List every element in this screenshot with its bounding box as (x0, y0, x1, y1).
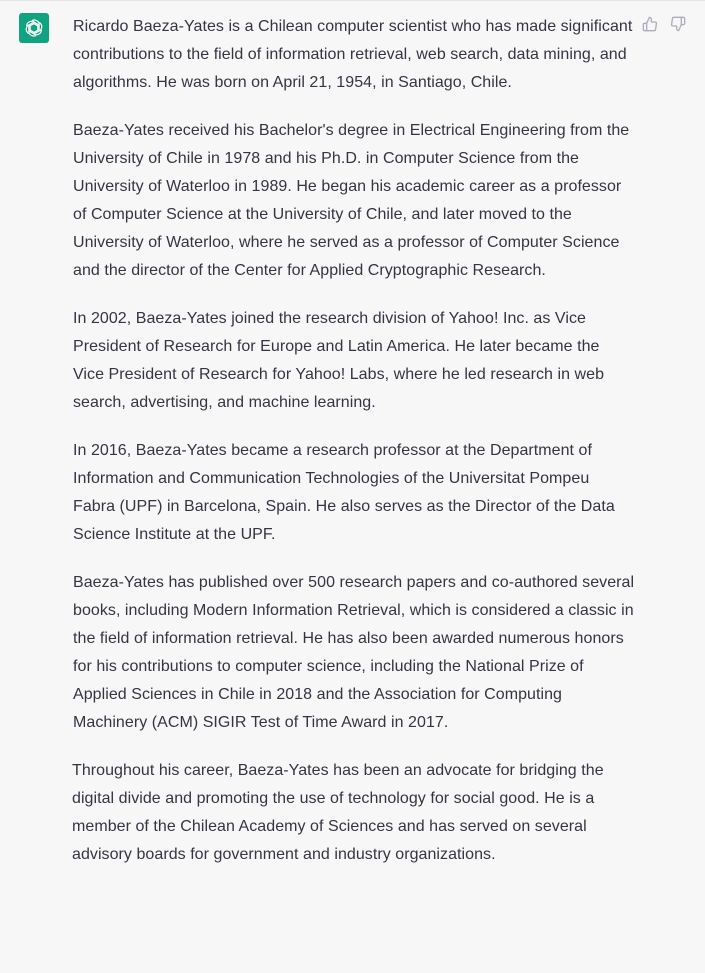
message-paragraph: Throughout his career, Baeza-Yates has been an advocate for bridging the digital divide and promoting the use of technology for social good. He is a member of the Chilean Academy of Sciences and has served on several advisory boards for government and industry organizations. (72, 762, 604, 863)
assistant-avatar (19, 13, 49, 43)
message-content (73, 13, 635, 889)
thumbs-down-icon (670, 16, 686, 32)
openai-logo-icon (23, 17, 45, 39)
feedback-buttons (641, 15, 687, 33)
thumbs-up-icon (642, 16, 658, 32)
message-paragraph: Baeza-Yates has published over 500 research papers and co-authored several books, including Modern Information Retrieval, which is considered a classic in the field of information retrieval. He has also been awarded numerous honors for his contributions to computer science, including the National Prize of Applied Sciences in Chile in 2018 and the Association for Computing Machinery (ACM) SIGIR Test of Time Award in 2017. (73, 574, 635, 731)
message-paragraph: Baeza-Yates received his Bachelor's degree in Electrical Engineering from the University of Chile in 1978 and his Ph.D. in Computer Science from the University of Waterloo in 1989. He began his academic career as a professor of Computer Science at the University of Chile, and later moved to the University of Waterloo, where he served as a professor of Computer Science and the director of the Center for Applied Cryptographic Research. (73, 122, 630, 279)
thumbs-up-button[interactable] (641, 15, 659, 33)
message-paragraph: In 2002, Baeza-Yates joined the research division of Yahoo! Inc. as Vice President of Research for Europe and Latin America. He later became the Vice President of Research for Yahoo! Labs, where he led research in web search, advertising, and machine learning. (73, 310, 605, 411)
message-paragraph: In 2016, Baeza-Yates became a research professor at the Department of Information and Communication Technologies of the Universitat Pompeu Fabra (UPF) in Barcelona, Spain. He also serves as the Director of the Data Science Institute at the UPF. (73, 442, 615, 543)
message-paragraph: Ricardo Baeza-Yates is a Chilean computer scientist who has made significant contributions to the field of information retrieval, web search, data mining, and algorithms. He was born on April 21, 1954, in Santiago, Chile. (73, 18, 633, 91)
thumbs-down-button[interactable] (669, 15, 687, 33)
